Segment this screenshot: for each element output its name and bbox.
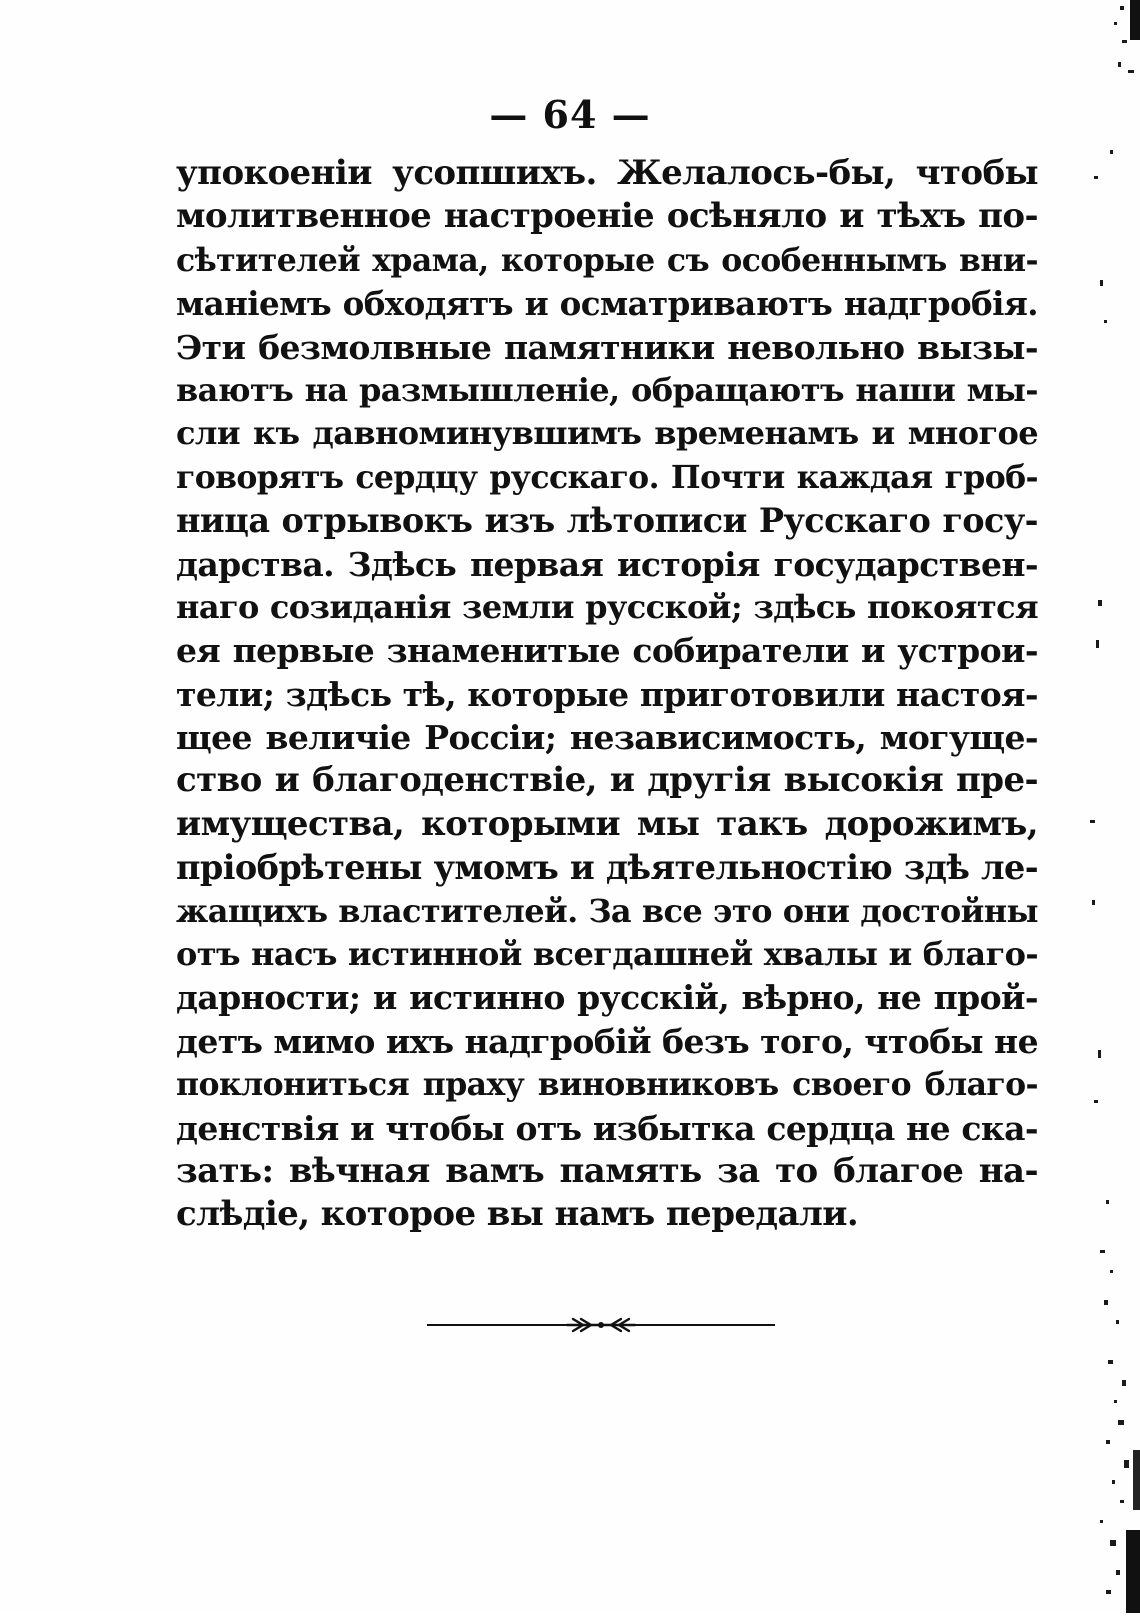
text-line: ство и благоденствіе, и другія высокія пре- [176,760,1038,801]
text-line: ея первые знаменитые собиратели и устрои- [176,631,1038,671]
text-line: дарности; и истинно русскій, вѣрно, не прой- [176,978,1038,1018]
text-line: имущества, которыми мы такъ дорожимъ, [176,803,1038,844]
text-line: Эти безмолвные памятники невольно вызы- [176,327,1038,367]
text-line: тели; здѣсь тѣ, которые приготовили настоя- [176,674,1038,714]
text-line: зать: вѣчная вамъ память за то благое на- [176,1150,1038,1191]
text-line: слѣдіе, которое вы намъ передали. [176,1194,859,1235]
text-line: говорятъ сердцу русскаго. Почти каждая гроб- [176,458,1038,496]
text-line: отъ насъ истинной всегдашней хвалы и благо- [176,935,1038,974]
text-line: сли къ давноминувшимъ временамъ и многое [176,414,1038,453]
text-line: поклониться праху виновниковъ своего благо- [176,1066,1038,1104]
text-line: ваютъ на размышленіе, обращаютъ наши мы- [176,370,1038,409]
text-line: детъ мимо ихъ надгробій безъ того, чтобы не [176,1021,1038,1061]
text-line: пріобрѣтены умомъ и дѣятельностію здѣ ле- [176,848,1038,888]
text-line: денствія и чтобы отъ избытка сердца не ска- [176,1108,1038,1148]
text-line: дарства. Здѣсь первая исторія государствен- [176,544,1038,584]
text-line: сѣтителей храма, которые съ особеннымъ вни- [176,241,1038,279]
text-line: молитвенное настроеніе осѣняло и тѣхъ по- [176,196,1038,237]
body-text [176,152,1038,1237]
text-line: наго созиданія земли русской; здѣсь покоятся [176,587,1038,626]
text-line: ница отрывокъ изъ лѣтописи Русскаго госу- [176,501,1038,541]
text-line: маніемъ обходятъ и осматриваютъ надгробія. [176,284,1038,324]
text-line: щее величіе Россіи; независимость, могуще- [176,718,1038,758]
text-line: жащихъ властителей. За все это они достойны [176,891,1038,930]
floral-divider-icon [427,1313,775,1337]
text-line: упокоеніи усопшихъ. Желалось-бы, чтобы [176,153,1038,193]
scan-edge-noise [1070,0,1140,1613]
page-number: — 64 — [489,92,651,137]
